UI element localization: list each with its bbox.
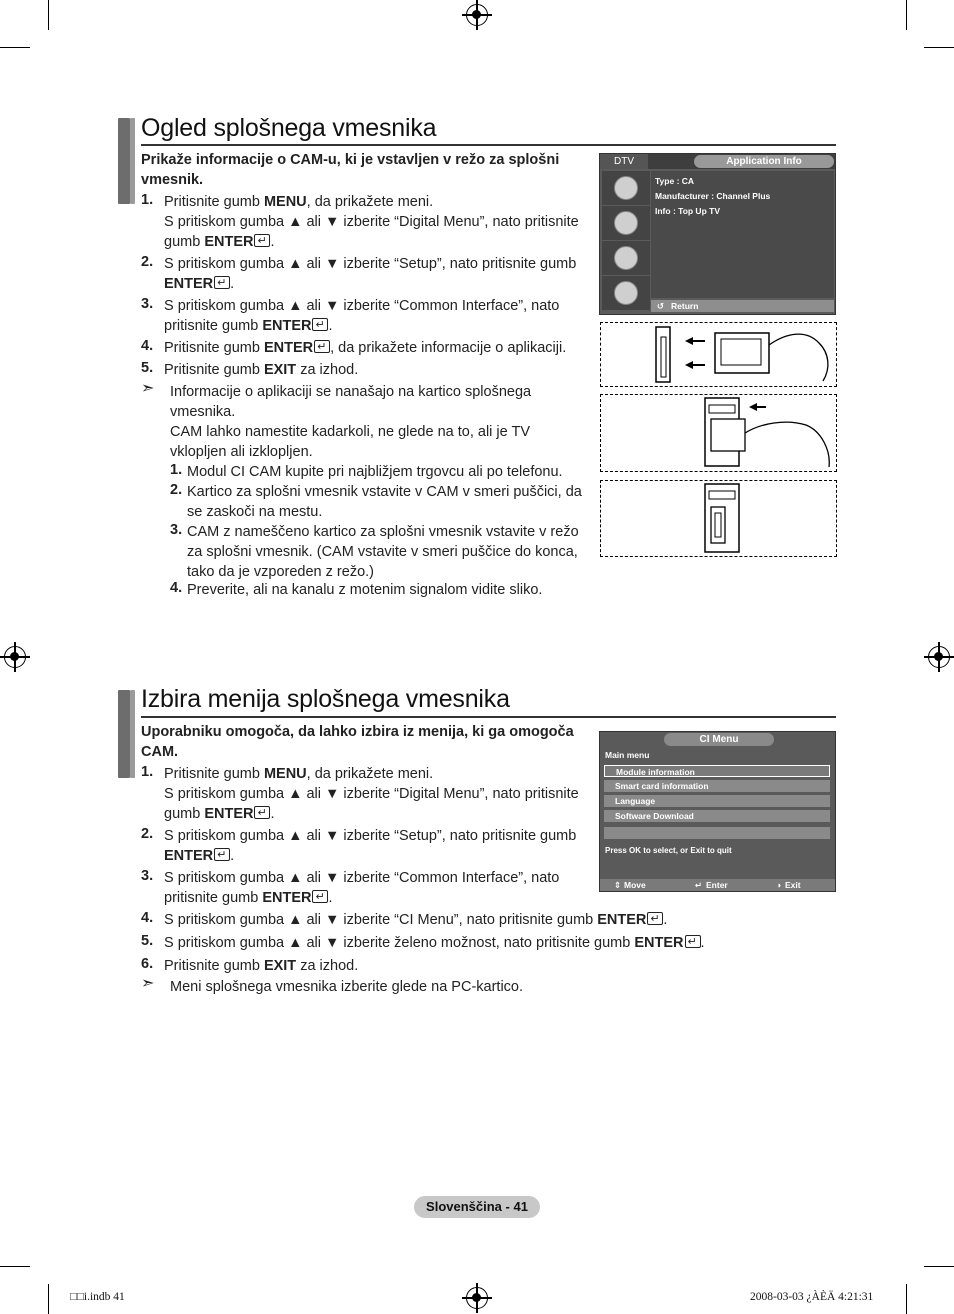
step-number: 2.	[141, 254, 154, 270]
section-intro: Prikaže informacije o CAM-u, ki je vstavljen v režo za splošni vmesnik.	[141, 152, 560, 188]
enter-icon	[647, 912, 663, 925]
step-text: Pritisnite gumb MENU, da prikažete meni. S pritiskom gumba ▲ ali ▼ izberite “Digital Menu”, nato pritisnite gumb ENTER↵ .	[164, 764, 594, 824]
section-marker	[130, 118, 135, 204]
return-icon: ↺	[657, 301, 665, 311]
substep-number: 4.	[170, 580, 183, 596]
menu-item-module-information[interactable]: Module information	[604, 765, 830, 777]
dtv-label: DTV	[600, 154, 648, 169]
registration-mark-icon	[466, 4, 488, 26]
substep-text: Kartico za splošni vmesnik vstavite v CAM v smeri puščici, da se zaskoči na mestu.	[187, 484, 582, 520]
info-panel	[651, 171, 834, 298]
section-marker	[118, 118, 130, 204]
slug-right: 2008-03-03 ¿ÀÈÄ 4:21:31	[750, 1291, 874, 1303]
step-number: 2.	[141, 826, 154, 842]
step-text: S pritiskom gumba ▲ ali ▼ izberite “Setup”, nato pritisnite gumb ENTER↵ .	[164, 254, 594, 294]
crop-mark	[48, 0, 49, 30]
substep-text: Modul CI CAM kupite pri najbližjem trgovcu ali po telefonu.	[187, 464, 563, 480]
section-rule	[141, 716, 836, 718]
screen-title: CI Menu	[664, 733, 774, 746]
step-text: Pritisnite gumb EXIT za izhod.	[164, 958, 359, 974]
move-label: Move	[624, 880, 646, 890]
page-number: Slovenščina - 41	[414, 1196, 540, 1218]
exit-label: Exit	[785, 880, 801, 890]
help-text: Press OK to select, or Exit to quit	[605, 846, 732, 855]
setup-gear-icon	[602, 241, 650, 275]
crop-mark	[906, 0, 907, 30]
screen-footer	[600, 879, 835, 891]
crop-mark	[924, 1266, 954, 1267]
enter-icon: ↵	[695, 880, 703, 890]
enter-icon	[685, 935, 701, 948]
enter-icon	[214, 276, 230, 289]
return-bar	[651, 300, 834, 312]
section-marker	[118, 690, 130, 778]
screen-title: Application Info	[694, 155, 834, 168]
ci-menu-screen	[599, 731, 836, 892]
step-text: S pritiskom gumba ▲ ali ▼ izberite “Common Interface”, nato pritisnite gumb ENTER↵ .	[164, 868, 594, 908]
application-info-screen	[599, 153, 836, 315]
cam-insert-drawing	[601, 323, 835, 385]
menu-item-language[interactable]: Language	[604, 795, 830, 807]
enter-icon	[312, 318, 328, 331]
step-text: S pritiskom gumba ▲ ali ▼ izberite “Digital Menu”, nato pritisnite gumb ENTER↵ .	[164, 212, 594, 252]
menu-item-smart-card-information[interactable]: Smart card information	[604, 780, 830, 792]
move-icon: ⇕	[614, 880, 622, 890]
cam-illustration-1	[600, 322, 837, 387]
substep-number: 3.	[170, 522, 183, 538]
crop-mark	[48, 1284, 49, 1314]
enter-icon	[314, 340, 330, 353]
step-number: 4.	[141, 910, 154, 926]
registration-mark-icon	[4, 646, 26, 668]
exit-icon: ◑	[776, 880, 782, 890]
substep-number: 1.	[170, 462, 183, 478]
note-text: Informacije o aplikaciji se nanašajo na kartico splošnega vmesnika. CAM lahko namestite kadarkoli, ne glede na to, ali je TV vklopljen ali izklopljen.	[170, 384, 532, 460]
picture-icon	[602, 171, 650, 205]
step-number: 5.	[141, 933, 154, 949]
substep-text: Preverite, ali na kanalu z motenim signalom vidite sliko.	[187, 582, 543, 598]
step-number: 1.	[141, 764, 154, 780]
step-text: S pritiskom gumba ▲ ali ▼ izberite “CI Menu”, nato pritisnite gumb ENTER↵ .	[164, 910, 844, 930]
step-text: S pritiskom gumba ▲ ali ▼ izberite “Setup”, nato pritisnite gumb ENTER↵ .	[164, 826, 594, 866]
section-intro: Uporabniku omogoča, da lahko izbira iz menija, ki ga omogoča CAM.	[141, 724, 574, 760]
main-menu-label: Main menu	[605, 750, 650, 760]
cam-slot-drawing	[601, 481, 835, 555]
return-label: Return	[671, 301, 699, 311]
menu-item-empty	[604, 827, 830, 839]
enter-icon	[254, 234, 270, 247]
section-title: Ogled splošnega vmesnika	[141, 114, 437, 142]
menu-item-software-download[interactable]: Software Download	[604, 810, 830, 822]
crop-mark	[0, 47, 30, 48]
enter-icon	[254, 806, 270, 819]
step-text: Pritisnite gumb ENTER↵ , da prikažete informacije o aplikaciji.	[164, 338, 594, 358]
input-icon	[602, 276, 650, 310]
slug-left: □□i.indb 41	[70, 1291, 125, 1303]
step-text: S pritiskom gumba ▲ ali ▼ izberite “Common Interface”, nato pritisnite gumb ENTER↵ .	[164, 296, 594, 336]
step-text: Pritisnite gumb EXIT za izhod.	[164, 362, 359, 378]
crop-mark	[0, 1266, 30, 1267]
section-marker	[130, 690, 135, 778]
registration-mark-icon	[466, 1287, 488, 1309]
registration-mark-icon	[928, 646, 950, 668]
substep-text: CAM z nameščeno kartico za splošni vmesnik vstavite v režo za splošni vmesnik. (CAM vstavite v smeri puščice do konca, tako da je vzporeden z režo.)	[187, 524, 579, 580]
info-line: Info : Top Up TV	[655, 206, 720, 216]
note-text: Meni splošnega vmesnika izberite glede na PC-kartico.	[170, 979, 524, 995]
step-number: 3.	[141, 296, 154, 312]
step-text: S pritiskom gumba ▲ ali ▼ izberite želeno možnost, nato pritisnite gumb ENTER↵ .	[164, 933, 844, 953]
section-rule	[141, 144, 836, 146]
step-number: 6.	[141, 956, 154, 972]
card-insert-drawing	[601, 395, 835, 470]
substep-number: 2.	[170, 482, 183, 498]
step-number: 5.	[141, 360, 154, 376]
info-line: Type : CA	[655, 176, 695, 186]
menu-icon-column	[602, 171, 650, 311]
step-number: 1.	[141, 192, 154, 208]
enter-label: Enter	[706, 880, 728, 890]
sound-icon	[602, 206, 650, 240]
crop-mark	[906, 1284, 907, 1314]
info-line: Manufacturer : Channel Plus	[655, 191, 771, 201]
note-arrow-icon: ➣	[141, 975, 155, 992]
crop-mark	[924, 47, 954, 48]
step-number: 4.	[141, 338, 154, 354]
step-number: 3.	[141, 868, 154, 884]
enter-icon	[214, 848, 230, 861]
section-title: Izbira menija splošnega vmesnika	[141, 685, 510, 713]
enter-icon	[312, 890, 328, 903]
note-arrow-icon: ➣	[141, 380, 155, 397]
step-text: Pritisnite gumb MENU, da prikažete meni.	[164, 194, 434, 210]
cam-illustration-2	[600, 394, 837, 472]
cam-illustration-3	[600, 480, 837, 557]
